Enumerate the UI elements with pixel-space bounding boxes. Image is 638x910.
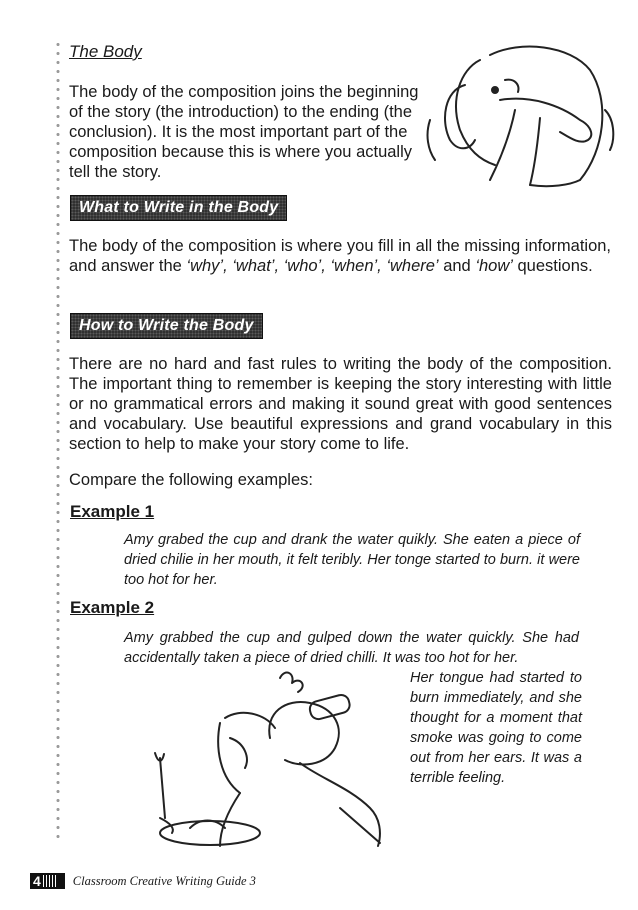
compare-text: Compare the following examples:	[69, 471, 313, 489]
intro-paragraph: The body of the composition joins the beginning of the story (the introduction) to the ending (the conclusion). It is the most important part of the composition because this is where you actually tell the story.	[69, 83, 419, 181]
example-2-text-side: Her tongue had started to burn immediately, and she thought for a moment that smoke was going to come out from her ears. It was a terrible feeling.	[410, 670, 582, 786]
banner-how-to-write: How to Write the Body	[70, 313, 263, 339]
example-1-heading: Example 1	[70, 502, 155, 521]
elephant-illustration	[420, 40, 620, 190]
page-number: 4	[33, 873, 41, 889]
what-paragraph	[69, 236, 614, 276]
what-paragraph-part-3: and	[438, 257, 476, 275]
stripes-decoration	[43, 875, 57, 887]
girl-drinking-illustration	[120, 668, 410, 848]
page-number-badge	[30, 873, 65, 889]
example-2-text-top: Amy grabbed the cup and gulped down the water quickly. She had accidentally taken a piece of dried chilli. It was too hot for her.	[124, 630, 579, 666]
how-paragraph: There are no hard and fast rules to writing the body of the composition. The important thing to remember is keeping the story interesting with little or no grammatical errors and making it sound great with good sentences and vocabulary. Use beautiful expressions and grand vocabulary in this section to help to make your story come to life.	[69, 355, 612, 453]
example-2-heading: Example 2	[70, 598, 155, 617]
example-1-text: Amy grabed the cup and drank the water quikly. She eaten a piece of dried chilie in her mouth, it felt teribly. Her tonge started to burn. it were too hot for her.	[124, 532, 580, 588]
margin-dot-border	[54, 40, 62, 840]
section-title: The Body	[69, 42, 142, 61]
what-paragraph-how-word: ‘how’	[475, 257, 513, 275]
what-paragraph-question-words: ‘why’, ‘what’, ‘who’, ‘when’, ‘where’	[186, 257, 439, 275]
banner-what-to-write: What to Write in the Body	[70, 195, 287, 221]
what-paragraph-part-5: questions.	[512, 257, 593, 275]
page-footer	[30, 872, 256, 890]
book-title: Classroom Creative Writing Guide 3	[72, 873, 256, 888]
what-paragraph-part-1: The body of the composition is where you fill in all the missing information, and answer the	[69, 237, 612, 275]
